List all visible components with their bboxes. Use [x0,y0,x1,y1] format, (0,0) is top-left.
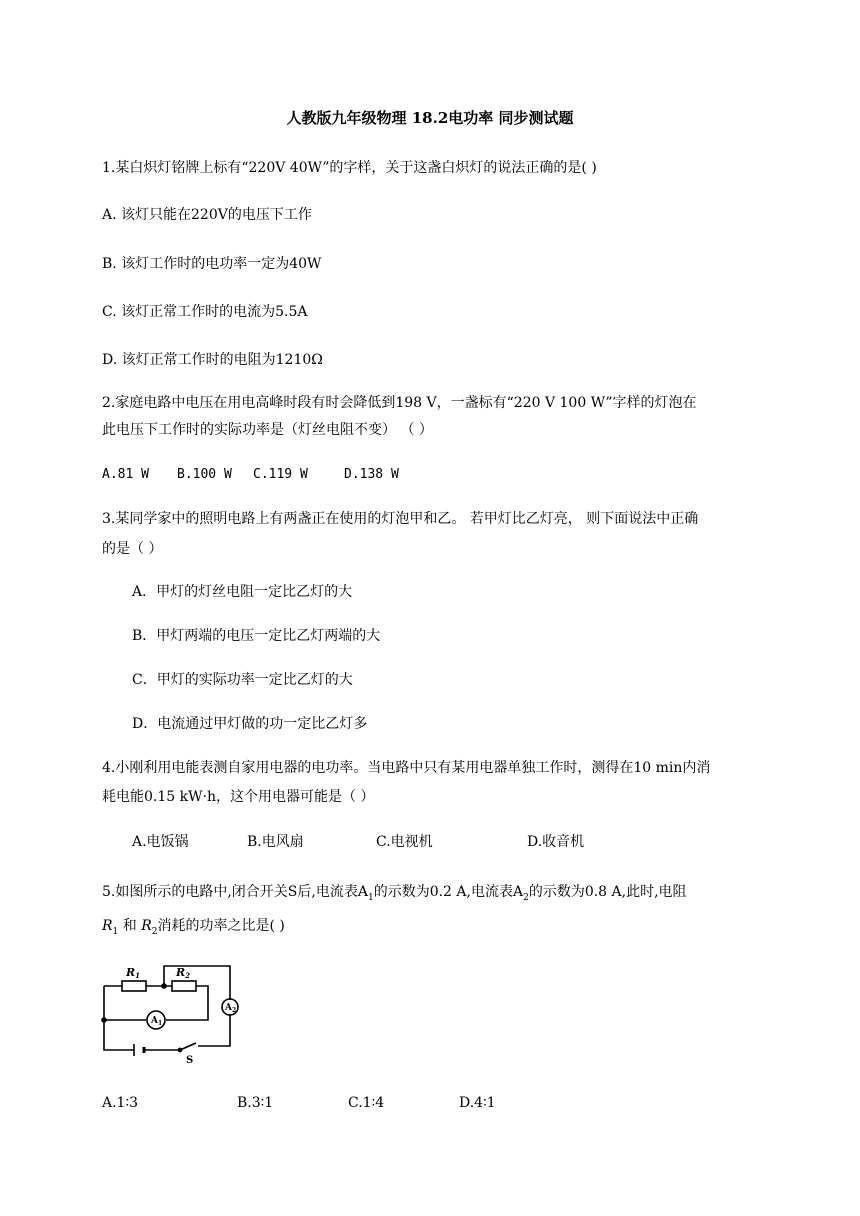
q4-option-d: D.收音机 [527,834,585,850]
q4-stem-line2: 耗电能0.15 kW·h，这个用电器可能是（ ） [102,789,375,805]
q4-option-a: A.电饭锅 [132,834,189,850]
q1-option-a: A. 该灯只能在220V的电压下工作 [102,207,312,223]
label-switch: S [186,1055,194,1066]
circuit-wire-top [164,966,230,1000]
q5-stem-part-c: 的示数为0.8 A,此时,电阻 [528,884,687,900]
label-a2: $A_2$ [225,1003,237,1014]
q5-stem-part-a: 5.如图所示的电路中,闭合开关S后,电流表A [102,884,368,900]
q1-option-c: C. 该灯正常工作时的电流为5.5A [102,304,308,320]
q5-stem-end: 消耗的功率之比是( ) [157,918,285,934]
junction-dot-left [102,1018,106,1022]
label-r1: R1 [126,966,141,980]
q5-a1-subscript: 1 [367,892,374,903]
resistor-r2 [172,981,196,991]
q3-option-a: A．甲灯的灯丝电阻一定比乙灯的大 [132,584,353,600]
q5-a2-subscript: 2 [523,892,529,903]
label-a1: $A_1$ [151,1016,163,1027]
circuit-wire-left [104,986,134,1050]
q3-stem-line1: 3.某同学家中的照明电路上有两盏正在使用的灯泡甲和乙。 若甲灯比乙灯亮， 则下面说法中正确 [102,511,699,527]
label-r2: R2 [176,966,191,980]
q5-stem-line1 [102,882,687,908]
q5-option-a: A.1∶3 [102,1095,139,1111]
circuit-wire-bottom-right [198,1014,230,1046]
q2-stem-line2: 此电压下工作时的实际功率是（灯丝电阻不变） （ ） [102,422,433,438]
q3-option-d: D．电流通过甲灯做的功一定比乙灯多 [132,716,368,732]
circuit-diagram [96,956,246,1066]
q5-option-c: C.1∶4 [348,1095,385,1111]
resistor-r1 [122,981,146,991]
q1-stem: 1.某白炽灯铭牌上标有“220V 40W”的字样，关于这盏白炽灯的说法正确的是( ) [102,160,597,176]
q4-stem-line1: 4.小刚利用电能表测自家用电器的电功率。当电路中只有某用电器单独工作时，测得在10 min内消 [102,760,711,776]
junction-dot-top [162,984,166,988]
q5-r1-subscript: 1 [112,926,119,937]
q2-option-d: D.138 W [344,467,399,482]
q1-option-b: B. 该灯工作时的电功率一定为40W [102,256,322,272]
q3-stem-line2: 的是（ ） [102,541,163,557]
q5-r2-subscript: 2 [151,926,158,937]
q5-stem-line2 [102,916,285,942]
q1-option-d: D. 该灯正常工作时的电阻为1210Ω [102,352,323,368]
page-title: 人教版九年级物理 18.2电功率 同步测试题 [286,109,574,127]
q5-stem-part-b: 的示数为0.2 A,电流表A [373,884,524,900]
q5-r2-symbol: R [141,918,152,934]
q5-option-d: D.4∶1 [459,1095,496,1111]
q3-option-b: B．甲灯两端的电压一定比乙灯两端的大 [132,628,381,644]
switch-blade [180,1043,196,1050]
q3-option-c: C．甲灯的实际功率一定比乙灯的大 [132,672,353,688]
switch-pivot [178,1048,181,1051]
q4-option-c: C.电视机 [376,834,433,850]
q2-option-b: B.100 W [177,467,232,482]
q5-stem-and: 和 [118,918,142,934]
q5-option-b: B.3∶1 [237,1095,274,1111]
q5-r1-symbol: R [102,918,113,934]
q2-option-a: A.81 W [102,467,149,482]
q2-stem-line1: 2.家庭电路中电压在用电高峰时段有时会降低到198 V，一盏标有“220 V 100 W”字样的灯泡在 [102,395,697,411]
q2-option-c: C.119 W [253,467,308,482]
q4-option-b: B.电风扇 [247,834,304,850]
